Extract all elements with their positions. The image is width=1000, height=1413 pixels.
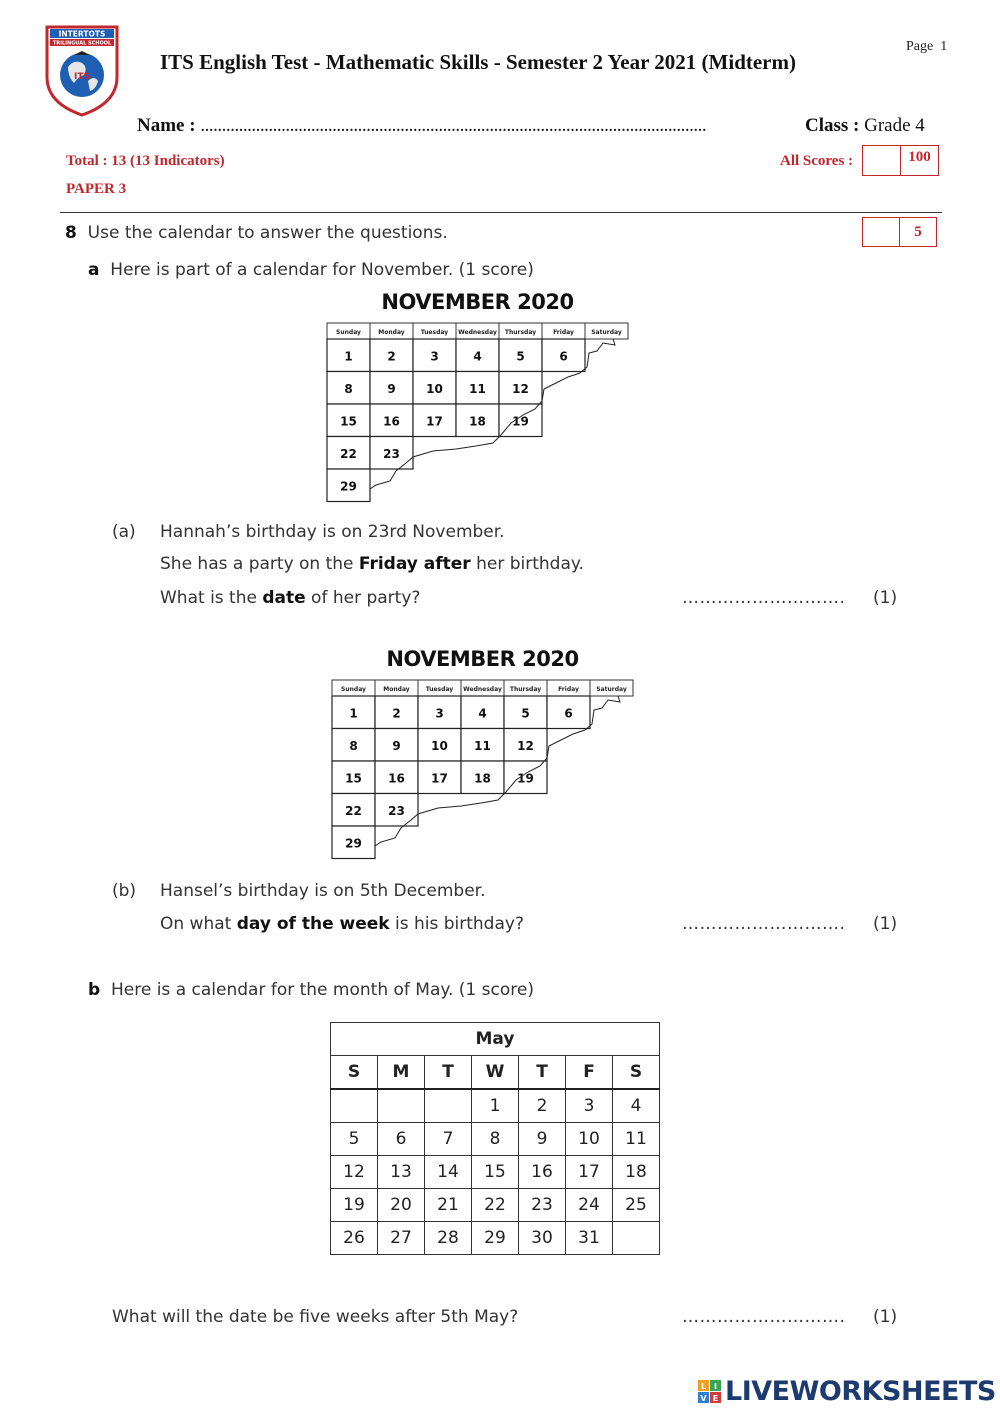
page-number bbox=[906, 39, 947, 55]
sub-q-a-line2 bbox=[160, 554, 584, 574]
answer-field-part-b[interactable]: ………………………. bbox=[682, 1307, 846, 1327]
all-scores-label: All Scores : bbox=[780, 153, 854, 169]
weekday-header: Thursday bbox=[509, 686, 542, 693]
day-number: 16 bbox=[388, 771, 405, 786]
day-number: 15 bbox=[340, 414, 357, 429]
may-day-cell: 15 bbox=[472, 1156, 519, 1189]
may-day-cell: 9 bbox=[519, 1123, 566, 1156]
may-day-cell: 13 bbox=[378, 1156, 425, 1189]
may-day-cell: 24 bbox=[566, 1189, 613, 1222]
all-scores-box bbox=[862, 145, 939, 176]
marks-part-b: (1) bbox=[873, 1307, 898, 1327]
may-day-cell: 30 bbox=[519, 1222, 566, 1255]
may-day-cell: 1 bbox=[472, 1089, 519, 1123]
sub-q-b-line2-bold: day of the week bbox=[236, 914, 390, 934]
may-day-cell: 6 bbox=[378, 1123, 425, 1156]
may-day-cell: 27 bbox=[378, 1222, 425, 1255]
sub-q-a-label: (a) bbox=[112, 522, 136, 542]
may-day-cell: 4 bbox=[613, 1089, 660, 1123]
may-day-cell: 3 bbox=[566, 1089, 613, 1123]
weekday-header: Thursday bbox=[504, 329, 537, 336]
may-day-cell bbox=[613, 1222, 660, 1255]
sub-q-a-line3-bold: date bbox=[262, 588, 306, 608]
liveworksheets-brand: LIVEWORKSHEETS bbox=[725, 1376, 996, 1407]
all-scores-max: 100 bbox=[908, 149, 931, 165]
answer-field-b[interactable]: ………………………. bbox=[682, 914, 846, 934]
sub-q-a-line2-post: her birthday. bbox=[470, 554, 584, 574]
day-number: 11 bbox=[474, 738, 491, 753]
weekday-header: Wednesday bbox=[463, 686, 502, 693]
may-day-cell: 31 bbox=[566, 1222, 613, 1255]
may-day-cell: 29 bbox=[472, 1222, 519, 1255]
weekday-header: Friday bbox=[558, 686, 579, 693]
may-day-cell: 11 bbox=[613, 1123, 660, 1156]
may-day-cell: 14 bbox=[425, 1156, 472, 1189]
question-number: 8 bbox=[65, 223, 77, 243]
sub-q-a-line2-pre: She has a party on the bbox=[160, 554, 359, 574]
may-day-cell: 10 bbox=[566, 1123, 613, 1156]
day-number: 19 bbox=[517, 771, 534, 786]
sub-q-b-label: (b) bbox=[112, 881, 137, 901]
may-day-cell: 12 bbox=[331, 1156, 378, 1189]
day-number: 5 bbox=[516, 349, 525, 364]
may-week-row bbox=[331, 1089, 660, 1123]
weekday-header: Saturday bbox=[596, 686, 627, 693]
class-label: Class : bbox=[805, 115, 860, 136]
may-day-cell: 7 bbox=[425, 1123, 472, 1156]
may-day-cell bbox=[425, 1089, 472, 1123]
day-number: 8 bbox=[344, 381, 353, 396]
sub-q-b-line1: Hansel’s birthday is on 5th December. bbox=[160, 881, 486, 901]
class-value: Grade 4 bbox=[864, 115, 925, 136]
answer-field-a[interactable]: ………………………. bbox=[682, 588, 846, 608]
marks-a: (1) bbox=[873, 588, 898, 608]
may-day-cell: 17 bbox=[566, 1156, 613, 1189]
day-number: 2 bbox=[392, 706, 401, 721]
part-a-letter: a bbox=[88, 260, 100, 280]
part-b-line bbox=[88, 980, 534, 1000]
may-calendar-title: May bbox=[331, 1023, 660, 1056]
day-number: 6 bbox=[564, 706, 573, 721]
may-weekday-cell: T bbox=[519, 1056, 566, 1090]
class-line bbox=[805, 115, 925, 137]
day-number: 17 bbox=[431, 771, 448, 786]
day-number: 19 bbox=[512, 414, 529, 429]
may-weekday-row bbox=[331, 1056, 660, 1090]
may-weekday-cell: F bbox=[566, 1056, 613, 1090]
weekday-header: Wednesday bbox=[458, 329, 497, 336]
november-calendar-2 bbox=[330, 647, 640, 862]
day-number: 1 bbox=[344, 349, 353, 364]
weekday-header: Monday bbox=[378, 329, 405, 336]
day-number: 2 bbox=[387, 349, 396, 364]
may-week-row bbox=[331, 1222, 660, 1255]
day-number: 9 bbox=[387, 381, 396, 396]
sub-q-a-line3-post: of her party? bbox=[305, 588, 421, 608]
november-calendar-title: NOVEMBER 2020 bbox=[381, 290, 574, 314]
question-score-box bbox=[862, 217, 937, 247]
may-day-cell: 22 bbox=[472, 1189, 519, 1222]
day-number: 3 bbox=[435, 706, 444, 721]
may-day-cell: 23 bbox=[519, 1189, 566, 1222]
all-scores-input[interactable] bbox=[863, 146, 901, 175]
marks-b: (1) bbox=[873, 914, 898, 934]
header-divider bbox=[60, 212, 942, 213]
day-number: 8 bbox=[349, 738, 358, 753]
may-day-cell: 16 bbox=[519, 1156, 566, 1189]
may-weekday-cell: W bbox=[472, 1056, 519, 1090]
day-number: 10 bbox=[426, 381, 443, 396]
day-number: 18 bbox=[469, 414, 486, 429]
part-b-question: What will the date be five weeks after 5th May? bbox=[112, 1307, 519, 1327]
page-number-value: 1 bbox=[940, 39, 948, 54]
weekday-header: Sunday bbox=[336, 329, 361, 336]
may-day-cell: 26 bbox=[331, 1222, 378, 1255]
day-number: 5 bbox=[521, 706, 530, 721]
logo-text-top: INTERTOTS bbox=[58, 29, 106, 39]
day-number: 17 bbox=[426, 414, 443, 429]
may-day-cell: 5 bbox=[331, 1123, 378, 1156]
may-day-cell: 28 bbox=[425, 1222, 472, 1255]
day-number: 16 bbox=[383, 414, 400, 429]
day-number: 11 bbox=[469, 381, 486, 396]
day-number: 3 bbox=[430, 349, 439, 364]
part-a-line bbox=[88, 260, 534, 280]
day-number: 29 bbox=[345, 836, 362, 851]
part-b-text: Here is a calendar for the month of May. (1 score) bbox=[110, 980, 534, 1000]
part-a-text: Here is part of a calendar for November. (1 score) bbox=[110, 260, 534, 280]
november-calendar-1 bbox=[325, 290, 635, 505]
may-week-row bbox=[331, 1189, 660, 1222]
weekday-header: Tuesday bbox=[420, 329, 449, 336]
sub-q-a-line2-bold: Friday after bbox=[358, 554, 471, 574]
weekday-header: Tuesday bbox=[425, 686, 454, 693]
weekday-header: Saturday bbox=[591, 329, 622, 336]
icon-letter-1: L bbox=[700, 1381, 707, 1391]
may-day-cell: 25 bbox=[613, 1189, 660, 1222]
name-line bbox=[137, 115, 706, 137]
sub-q-a-line3-pre: What is the bbox=[160, 588, 263, 608]
part-b-letter: b bbox=[88, 980, 101, 1000]
may-weekday-cell: S bbox=[613, 1056, 660, 1090]
school-logo bbox=[44, 25, 120, 117]
day-number: 4 bbox=[473, 349, 482, 364]
question-instruction: Use the calendar to answer the questions. bbox=[87, 223, 448, 243]
day-number: 4 bbox=[478, 706, 487, 721]
page-label: Page bbox=[906, 39, 934, 54]
day-number: 23 bbox=[383, 446, 400, 461]
day-number: 23 bbox=[388, 803, 405, 818]
may-day-cell bbox=[378, 1089, 425, 1123]
day-number: 22 bbox=[340, 446, 357, 461]
may-weekday-cell: S bbox=[331, 1056, 378, 1090]
may-day-cell: 19 bbox=[331, 1189, 378, 1222]
may-weekday-cell: T bbox=[425, 1056, 472, 1090]
may-calendar bbox=[330, 1022, 660, 1255]
day-number: 29 bbox=[340, 479, 357, 494]
may-day-cell: 20 bbox=[378, 1189, 425, 1222]
day-number: 1 bbox=[349, 706, 358, 721]
icon-letter-2: I bbox=[714, 1381, 717, 1391]
icon-letter-4: E bbox=[712, 1393, 719, 1403]
name-dots[interactable]: ....................................................................................................................... bbox=[200, 115, 707, 136]
may-day-cell: 18 bbox=[613, 1156, 660, 1189]
question-8-line bbox=[65, 223, 448, 243]
sub-q-b-line2-post: is his birthday? bbox=[389, 914, 524, 934]
question-max-score: 5 bbox=[914, 223, 922, 240]
day-number: 22 bbox=[345, 803, 362, 818]
logo-text-bottom: TRILINGUAL SCHOOL bbox=[52, 40, 112, 47]
paper-label: PAPER 3 bbox=[66, 181, 127, 197]
sub-q-a-line1: Hannah’s birthday is on 23rd November. bbox=[160, 522, 505, 542]
day-number: 10 bbox=[431, 738, 448, 753]
sub-q-a-line3 bbox=[160, 588, 420, 608]
weekday-header: Monday bbox=[383, 686, 410, 693]
question-score-input[interactable] bbox=[863, 218, 900, 246]
name-label: Name : bbox=[137, 115, 196, 136]
icon-letter-3: V bbox=[700, 1393, 707, 1403]
day-number: 15 bbox=[345, 771, 362, 786]
sub-q-b-line2-pre: On what bbox=[160, 914, 237, 934]
may-day-cell bbox=[331, 1089, 378, 1123]
day-number: 12 bbox=[517, 738, 534, 753]
day-number: 12 bbox=[512, 381, 529, 396]
may-week-row bbox=[331, 1156, 660, 1189]
may-day-cell: 21 bbox=[425, 1189, 472, 1222]
svg-text:ITS: ITS bbox=[74, 72, 90, 82]
may-day-cell: 2 bbox=[519, 1089, 566, 1123]
liveworksheets-icon bbox=[698, 1380, 722, 1404]
day-number: 9 bbox=[392, 738, 401, 753]
weekday-header: Friday bbox=[553, 329, 574, 336]
test-title: ITS English Test - Mathematic Skills - Semester 2 Year 2021 (Midterm) bbox=[160, 50, 796, 74]
liveworksheets-logo bbox=[698, 1376, 996, 1407]
total-indicators: Total : 13 (13 Indicators) bbox=[66, 153, 225, 169]
day-number: 18 bbox=[474, 771, 491, 786]
may-day-cell: 8 bbox=[472, 1123, 519, 1156]
weekday-header: Sunday bbox=[341, 686, 366, 693]
day-number: 6 bbox=[559, 349, 568, 364]
november-calendar-title-2: NOVEMBER 2020 bbox=[386, 647, 579, 671]
may-weekday-cell: M bbox=[378, 1056, 425, 1090]
may-week-row bbox=[331, 1123, 660, 1156]
sub-q-b-line2 bbox=[160, 914, 524, 934]
